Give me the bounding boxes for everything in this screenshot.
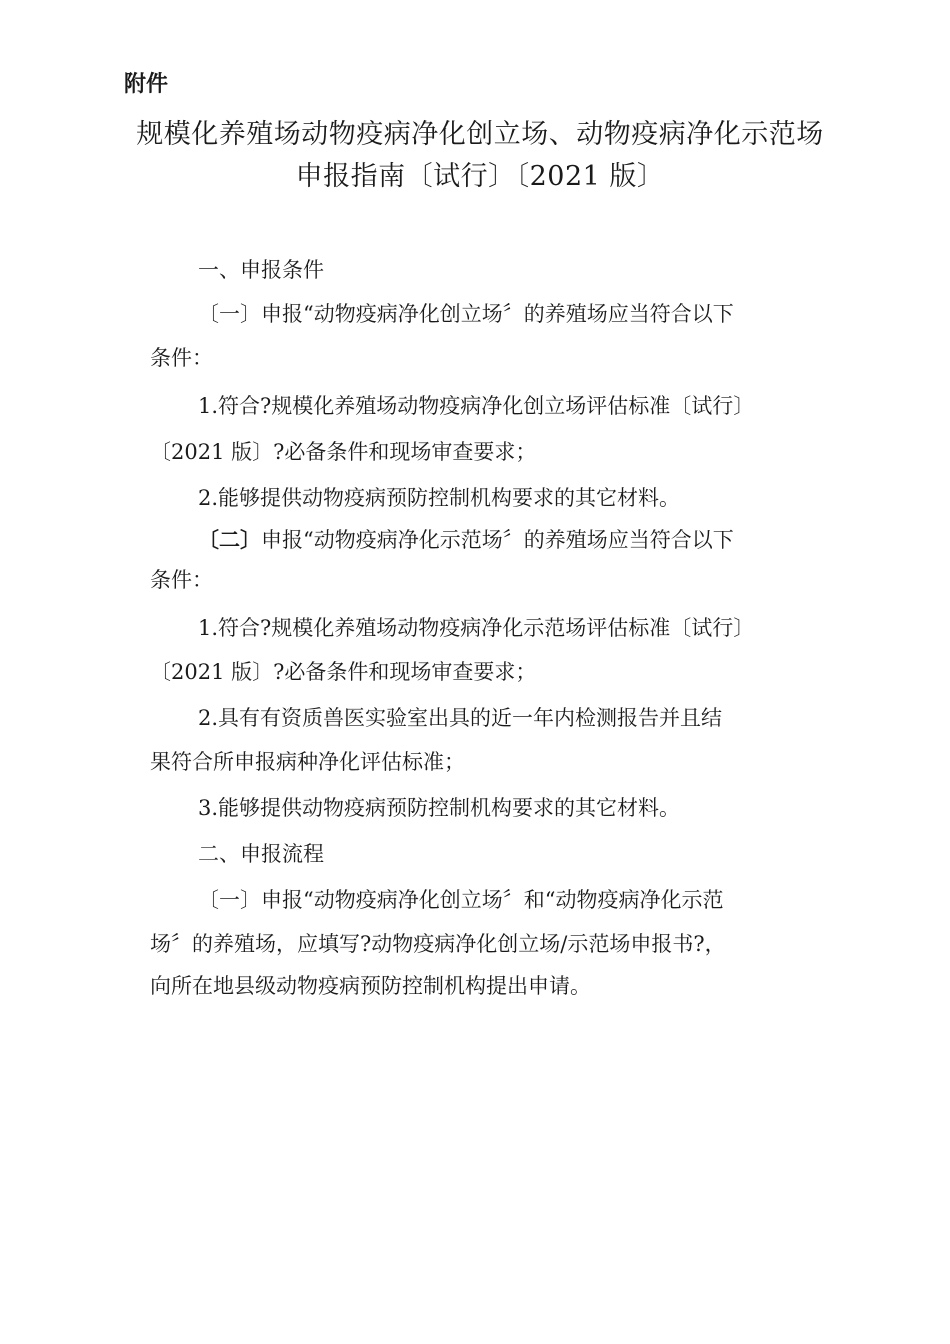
section2-heading: 二、申报流程 xyxy=(198,842,324,866)
section1-sub1-item2: 2.能够提供动物疫病预防控制机构要求的其它材料。 xyxy=(198,486,681,510)
section1-sub1-item1-line2: 〔2021 版〕?必备条件和现场审查要求； xyxy=(150,440,537,464)
section1-sub2-marker: 〔二〕 xyxy=(198,527,261,552)
attachment-label: 附件 xyxy=(124,72,169,97)
section1-sub2-item1-line2: 〔2021 版〕?必备条件和现场审查要求； xyxy=(150,660,537,684)
section2-sub1-line1: 〔一〕申报“动物疫病净化创立场〞和“动物疫病净化示范 xyxy=(198,888,724,912)
section1-sub2-intro-line2: 条件： xyxy=(150,568,213,592)
section1-sub2-intro-text: 申报“动物疫病净化示范场〞的养殖场应当符合以下 xyxy=(261,528,734,552)
section1-sub1-item1-line1: 1.符合?规模化养殖场动物疫病净化创立场评估标准〔试行〕 xyxy=(198,394,755,418)
section1-sub1-intro-line1: 〔一〕申报“动物疫病净化创立场〞的养殖场应当符合以下 xyxy=(198,302,734,326)
section2-sub1-line3: 向所在地县级动物疫病预防控制机构提出申请。 xyxy=(150,974,591,998)
document-title-line1: 规模化养殖场动物疫病净化创立场、动物疫病净化示范场 xyxy=(136,119,824,150)
section1-sub2-item3: 3.能够提供动物疫病预防控制机构要求的其它材料。 xyxy=(198,796,681,820)
section1-sub2-item2-line1: 2.具有有资质兽医实验室出具的近一年内检测报告并且结 xyxy=(198,706,723,730)
section1-heading: 一、申报条件 xyxy=(198,258,324,282)
section2-sub1-line2: 场〞的养殖场，应填写?动物疫病净化创立场/示范场申报书?， xyxy=(150,932,726,956)
section1-sub2-intro-line1 xyxy=(198,524,734,556)
section1-sub2-item2-line2: 果符合所申报病种净化评估标准； xyxy=(150,750,465,774)
document-title-line2: 申报指南〔试行〕〔2021 版〕 xyxy=(295,161,665,192)
section1-sub2-item1-line1: 1.符合?规模化养殖场动物疫病净化示范场评估标准〔试行〕 xyxy=(198,616,755,640)
section1-sub1-intro-line2: 条件： xyxy=(150,346,213,370)
